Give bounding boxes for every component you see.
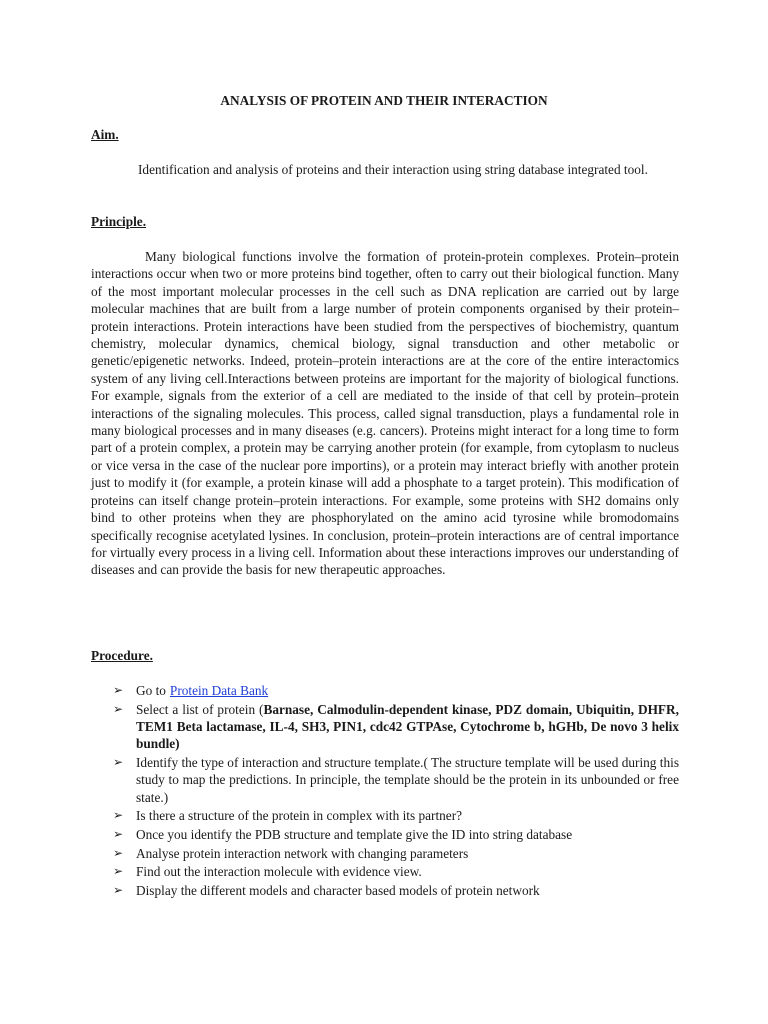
procedure-step [91, 863, 679, 880]
protein-list-text: Barnase, Calmodulin-dependent kinase, PDZ domain, Ubiquitin, DHFR, TEM1 Beta lactamase, IL-4, SH3, PIN1, cdc42 GTPAse, Cytochrome b, hGHb, De novo 3 helix bundle) [136, 701, 679, 752]
procedure-step [91, 754, 679, 806]
procedure-step [91, 701, 679, 753]
arrow-bullet-icon: ➢ [113, 683, 124, 697]
document-title: ANALYSIS OF PROTEIN AND THEIR INTERACTION [220, 93, 548, 108]
principle-text: Many biological functions involve the formation of protein-protein complexes. Protein–protein interactions occur when two or more proteins bind together, often to carry out their biological function. Many of the most important molecular processes in the cell such as DNA replication are carried out by large molecular machines that are built from a large number of protein components organised by their protein–protein interactions. Protein interactions have been studied from the perspectives of biochemistry, quantum chemistry, molecular dynamics, chemical biology, signal transduction and other metabolic or genetic/epigenetic networks. Indeed, protein–protein interactions are at the core of the entire interactomics system of any living cell.Interactions between proteins are important for the majority of biological functions. For example, signals from the exterior of a cell are mediated to the inside of that cell by protein–protein interactions of the signaling molecules. This process, called signal transduction, plays a fundamental role in many biological processes and in many diseases (e.g. cancers). Proteins might interact for a long time to form part of a protein complex, a protein may be carrying another protein (for example, from cytoplasm to nucleus or vice versa in the case of the nuclear pore importins), or a protein may interact briefly with another protein just to modify it (for example, a protein kinase will add a phosphate to a target protein). This modification of proteins can itself change protein–protein interactions. For example, some proteins with SH2 domains only bind to other proteins when they are phosphorylated on the amino acid tyrosine while bromodomains specifically recognise acetylated lysines. In conclusion, protein–protein interactions are of central importance for virtually every process in a living cell. Information about these interactions improves our understanding of diseases and can provide the basis for new therapeutic approaches. [91, 249, 679, 578]
procedure-step [91, 682, 679, 699]
procedure-step [91, 882, 679, 899]
aim-text: Identification and analysis of proteins and their interaction using string database integrated tool. [138, 162, 648, 177]
step-text: Go to [136, 683, 166, 698]
arrow-bullet-icon: ➢ [113, 845, 124, 860]
procedure-step [91, 826, 679, 843]
step-text: Is there a structure of the protein in complex with its partner? [136, 808, 463, 824]
step-text: Display the different models and character based models of protein network [136, 882, 540, 898]
step-text: Analyse protein interaction network with changing parameters [136, 845, 469, 861]
procedure-step [91, 807, 679, 824]
arrow-bullet-icon: ➢ [113, 864, 124, 879]
arrow-bullet-icon: ➢ [113, 882, 124, 897]
step-text: Identify the type of interaction and structure template.( The structure template will be used during this study to map the predictions. In principle, the template should be the protein in its unbounded or free state.) [136, 755, 679, 805]
principle-paragraph [91, 248, 679, 579]
arrow-bullet-icon: ➢ [113, 808, 124, 823]
arrow-bullet-icon: ➢ [113, 755, 124, 769]
aim-heading: Aim. [91, 127, 119, 142]
step-text: Select a list of protein ( [136, 701, 264, 717]
arrow-bullet-icon: ➢ [113, 701, 124, 716]
step-text: Find out the interaction molecule with evidence view. [136, 864, 422, 880]
principle-heading: Principle. [91, 214, 147, 229]
aim-paragraph [91, 161, 679, 178]
step-text: Once you identify the PDB structure and template give the ID into string database [136, 827, 573, 842]
procedure-step [91, 845, 679, 862]
procedure-heading: Procedure. [91, 648, 153, 663]
arrow-bullet-icon: ➢ [113, 827, 124, 841]
protein-data-bank-link[interactable]: Protein Data Bank [169, 683, 269, 698]
procedure-list [91, 682, 679, 900]
